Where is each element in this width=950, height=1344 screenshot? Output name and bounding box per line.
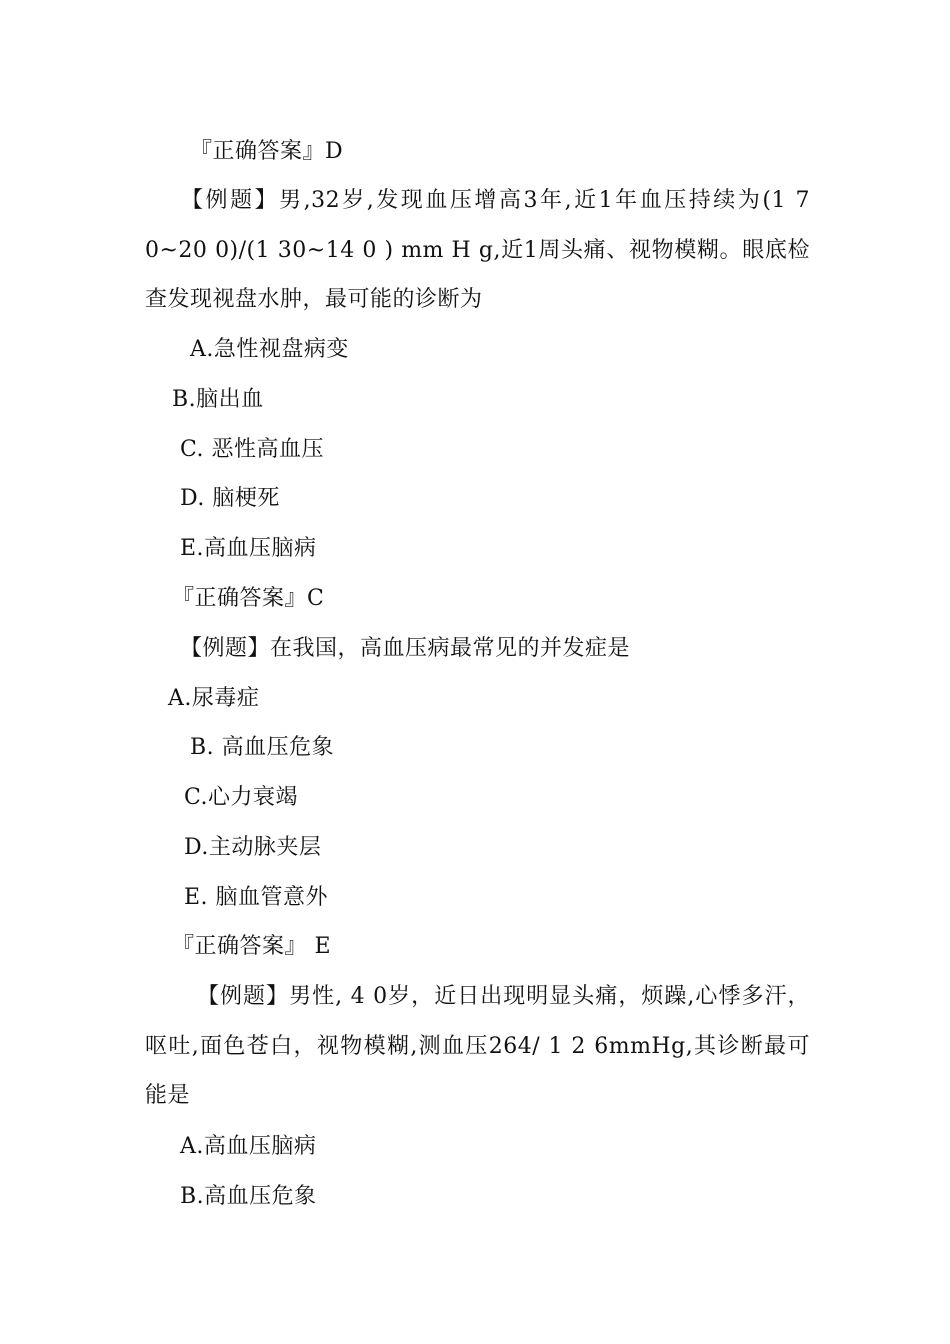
q2-option-b: B. 高血压危象 [190,735,335,760]
q1-option-e: E.高血压脑病 [180,536,317,561]
answer-line-1: 『正确答案』D [190,139,344,164]
q3-option-a: A.高血压脑病 [180,1134,317,1159]
answer-line-3: 『正确答案』 E [172,934,332,959]
q1-option-b: B.脑出血 [172,387,264,412]
q2-option-e: E. 脑血管意外 [184,885,329,910]
q2-option-a: A.尿毒症 [168,686,260,711]
q2-option-d: D.主动脉夹层 [184,835,322,860]
q3-option-b: B.高血压危象 [180,1184,317,1209]
question-2: 【例题】在我国，高血压病最常见的并发症是 [180,636,631,661]
q1-option-a: A.急性视盘病变 [190,337,349,362]
question-3: 【例题】男性, 4 0岁，近日出现明显头痛，烦躁,心悸多汗，呕吐,面色苍白，视物模糊,测血压264/ 1 2 6mmHg,其诊断最可能是 [145,984,810,1108]
answer-line-2: 『正确答案』C [172,586,325,611]
q2-option-c: C.心力衰竭 [184,785,299,810]
q1-option-d: D. 脑梗死 [180,486,280,511]
question-1: 【例题】男,32岁,发现血压增高3年,近1年血压持续为(1 7 0~20 0)/(1 30~14 0 ) mm H g,近1周头痛、视物模糊。眼底检查发现视盘水肿，最可能的诊断为 [145,188,810,312]
q1-option-c: C. 恶性高血压 [180,437,325,462]
